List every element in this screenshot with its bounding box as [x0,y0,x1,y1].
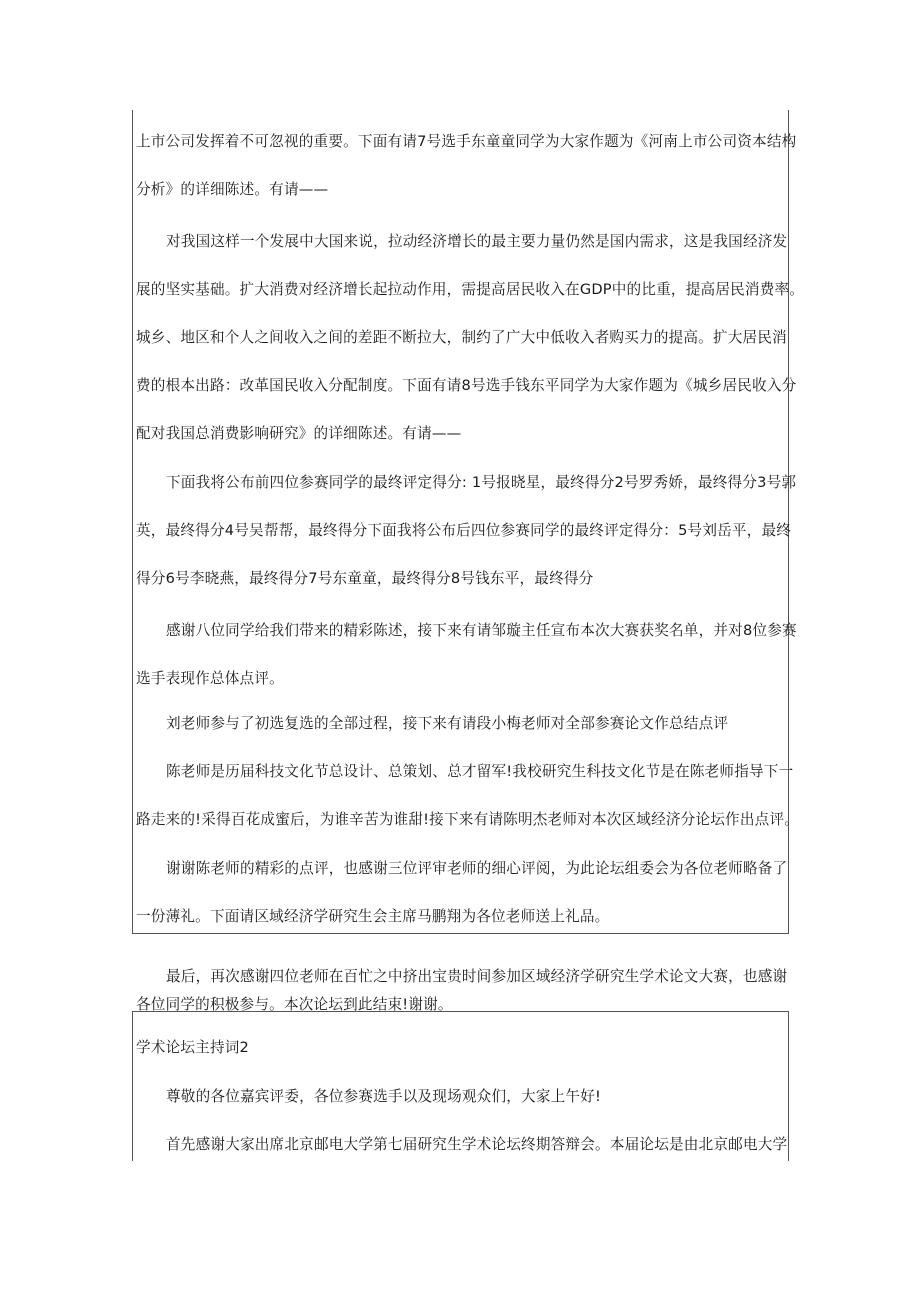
text-line: 尊敬的各位嘉宾评委，各位参赛选手以及现场观众们，大家上午好! [166,1088,602,1105]
paragraph-closing [136,963,786,1019]
text-line: 各位同学的积极参与。本次论坛到此结束!谢谢。 [136,996,453,1013]
text-line: 下面我将公布前四位参赛同学的最终评定得分: 1号报晓星，最终得分2号罗秀娇，最终得分3号郭 [166,474,797,491]
paragraph-teacher-chen [136,748,800,844]
paragraph-scores [136,459,797,603]
text-line: 城乡、地区和个人之间收入之间的差距不断拉大，制约了广大中低收入者购买力的提高。扩大居民消 [136,329,787,346]
text-line: 配对我国总消费影响研究》的详细陈述。有请—— [136,425,462,442]
paragraph-greeting [136,1073,786,1121]
text-line: 对我国这样一个发展中大国来说，拉动经济增长的最主要力量仍然是国内需求，这是我国经济发 [166,233,788,250]
paragraph-opening [136,1121,786,1169]
paragraph-speaker-7-intro [136,118,797,214]
text-line: 首先感谢大家出席北京邮电大学第七届研究生学术论坛终期答辩会。本届论坛是由北京邮电大学 [166,1136,788,1153]
paragraph-thanks-contestants [136,607,797,703]
text-line: 费的根本出路：改革国民收入分配制度。下面有请8号选手钱东平同学为大家作题为《城乡居民收入分 [136,377,797,394]
paragraph-teacher-liu [136,700,786,748]
paragraph-speaker-8-intro [136,218,805,458]
section-title [136,1024,786,1072]
text-line: 一份薄礼。下面请区域经济学研究生会主席马鹏翔为各位老师送上礼品。 [136,908,610,925]
text-line: 英，最终得分4号吴帮帮，最终得分下面我将公布后四位参赛同学的最终评定得分：5号刘岳平，最终 [136,522,792,539]
text-line: 陈老师是历届科技文化节总设计、总策划、总才留军!我校研究生科技文化节是在陈老师指导下一 [166,763,794,780]
text-line: 展的坚实基础。扩大消费对经济增长起拉动作用，需提高居民收入在GDP中的比重，提高居民消费率。 [136,281,805,298]
text-line: 感谢八位同学给我们带来的精彩陈述，接下来有请邹璇主任宣布本次大赛获奖名单，并对8位参赛 [166,622,797,639]
text-line: 路走来的!采得百花成蜜后，为谁辛苦为谁甜!接下来有请陈明杰老师对本次区域经济分论坛作出点评。 [136,811,800,828]
text-line: 最后，再次感谢四位老师在百忙之中挤出宝贵时间参加区域经济学研究生学术论文大赛，也感谢 [166,968,788,985]
text-line: 选手表现作总体点评。 [136,670,284,687]
text-line: 刘老师参与了初选复选的全部过程，接下来有请段小梅老师对全部参赛论文作总结点评 [166,715,729,732]
heading-text: 学术论坛主持词2 [136,1039,250,1056]
text-line: 谢谢陈老师的精彩的点评，也感谢三位评审老师的细心评阅，为此论坛组委会为各位老师略备了 [166,860,788,877]
paragraph-gifts [136,845,786,941]
text-line: 上市公司发挥着不可忽视的重要。下面有请7号选手东童童同学为大家作题为《河南上市公司资本结构 [136,133,797,150]
text-line: 得分6号李晓燕，最终得分7号东童童，最终得分8号钱东平，最终得分 [136,570,594,587]
text-line: 分析》的详细陈述。有请—— [136,181,329,198]
